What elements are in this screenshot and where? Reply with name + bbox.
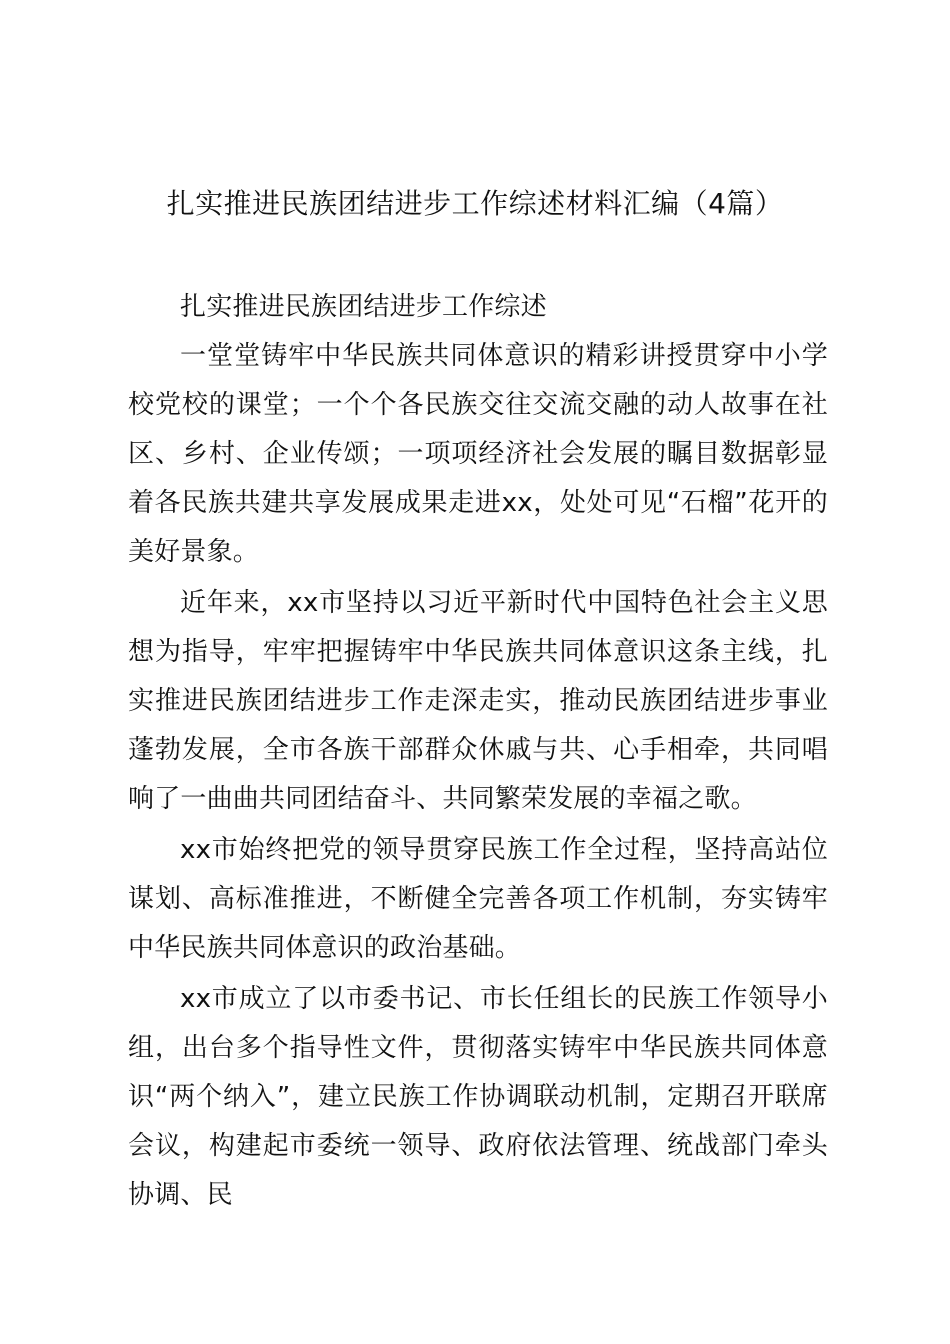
paragraph-2: 近年来，xx市坚持以习近平新时代中国特色社会主义思想为指导，牢牢把握铸牢中华民族共同体意识这条主线，扎实推进民族团结进步工作走深走实，推动民族团结进步事业蓬勃发展，全市各族干部群众休戚与共、心手相牵，共同唱响了一曲曲共同团结奋斗、共同繁荣发展的幸福之歌。 [128,588,828,814]
paragraph-3: xx市始终把党的领导贯穿民族工作全过程，坚持高站位谋划、高标准推进，不断健全完善各项工作机制，夯实铸牢中华民族共同体意识的政治基础。 [128,835,828,963]
document-title: 扎实推进民族团结进步工作综述材料汇编（4篇） [166,187,784,220]
document-body [128,283,828,1222]
paragraph-1: 一堂堂铸牢中华民族共同体意识的精彩讲授贯穿中小学校党校的课堂；一个个各民族交往交流交融的动人故事在社区、乡村、企业传颂；一项项经济社会发展的瞩目数据彰显着各民族共建共享发展成果走进xx，处处可见“石榴”花开的美好景象。 [128,341,828,567]
paragraph-4: xx市成立了以市委书记、市长任组长的民族工作领导小组，出台多个指导性文件，贯彻落实铸牢中华民族共同体意识“两个纳入”，建立民族工作协调联动机制，定期召开联席会议，构建起市委统一领导、政府依法管理、统战部门牵头协调、民 [128,984,828,1210]
section-title: 扎实推进民族团结进步工作综述 [180,292,547,322]
